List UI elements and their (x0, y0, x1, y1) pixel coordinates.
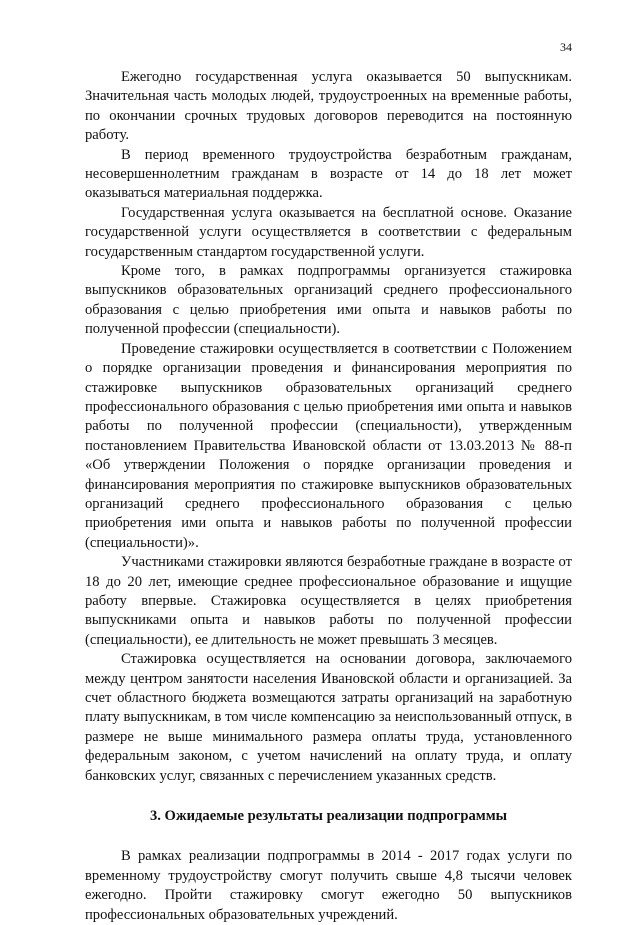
paragraph-1: Ежегодно государственная услуга оказывается 50 выпускникам. Значительная часть молодых людей, трудоустроенных на временные работы, по окончании срочных трудовых договоров переводится на постоянную работу. (85, 69, 572, 144)
paragraph-6: Участниками стажировки являются безработные граждане в возрасте от 18 до 20 лет, имеющие среднее профессиональное образование и ищущие работу впервые. Стажировка осуществляется в целях приобретения выпускниками опыта и навыков работы по полученной профессии (специальности), ее длительность не может превышать 3 месяцев. (85, 554, 572, 648)
paragraph-2: В период временного трудоустройства безработным гражданам, несовершеннолетним гражданам в возрасте от 14 до 18 лет может оказываться материальная поддержка. (85, 146, 572, 202)
section-heading: 3. Ожидаемые результаты реализации подпрограммы (149, 808, 508, 825)
section-paragraph-1: В рамках реализации подпрограммы в 2014 - 2017 годах услуги по временному трудоустройству смогут получить свыше 4,8 тысячи человек ежегодно. Пройти стажировку смогут ежегодно 50 выпускников профессиональных образовательных учреждений. (85, 848, 572, 923)
paragraph-7: Стажировка осуществляется на основании договора, заключаемого между центром занятости населения Ивановской области и организацией. За счет областного бюджета возмещаются затраты организаций на заработную плату выпускникам, в том числе компенсацию за неиспользованный отпуск, в размере не выше минимального размера оплаты труда, установленного федеральным законом, с учетом начислений на оплату труда, и оплату банковских услуг, связанных с перечислением указанных средств. (85, 651, 572, 784)
paragraph-3: Государственная услуга оказывается на бесплатной основе. Оказание государственной услуги осуществляется в соответствии с федеральным государственным стандартом государственной услуги. (85, 204, 572, 260)
document-body (85, 68, 572, 925)
paragraph-5: Проведение стажировки осуществляется в соответствии с Положением о порядке организации проведения и финансирования мероприятия по стажировке выпускников образовательных организаций среднего профессионального образования с целью приобретения ими опыта и навыков работы по полученной профессии (специальности), утвержденным постановлением Правительства Ивановской области от 13.03.2013 № 88-п «Об утверждении Положения о порядке организации проведения и финансирования мероприятия по стажировке выпускников образовательных организаций среднего профессионального образования с целью приобретения ими опыта и навыков работы по полученной профессии (специальности)». (85, 340, 572, 551)
paragraph-4: Кроме того, в рамках подпрограммы организуется стажировка выпускников образовательных организаций среднего профессионального образования с целью приобретения ими опыта и навыков работы по полученной профессии (специальности). (85, 263, 572, 338)
page-number: 34 (560, 40, 572, 54)
